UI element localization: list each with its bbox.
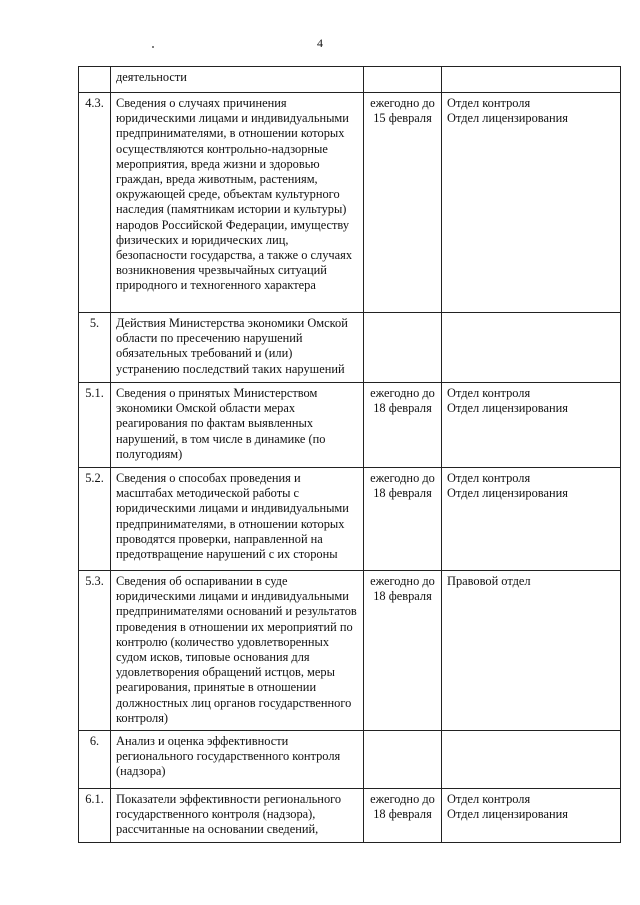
row-description: Действия Министерства экономики Омской области по пресечению нарушений обязательных требований и (или) устранению последствий таких нарушений — [111, 313, 364, 383]
responsible-department: Отдел лицензирования — [447, 807, 568, 822]
row-description: Анализ и оценка эффективности регионального государственного контроля (надзора) — [111, 731, 364, 789]
row-description: деятельности — [111, 67, 364, 93]
row-number: 5.1. — [79, 383, 111, 468]
responsible-department: Отдел лицензирования — [447, 111, 568, 126]
row-deadline: ежегодно до 15 февраля — [364, 93, 442, 313]
row-deadline: ежегодно до 18 февраля — [364, 571, 442, 731]
row-number: 6.1. — [79, 789, 111, 843]
table-row — [79, 468, 621, 571]
responsible-department: Отдел лицензирования — [447, 486, 568, 501]
responsible-department: Отдел лицензирования — [447, 401, 568, 416]
row-number: 5.2. — [79, 468, 111, 571]
row-responsible — [442, 731, 621, 789]
table-row — [79, 571, 621, 731]
responsible-department: Отдел контроля — [447, 96, 531, 110]
row-responsible — [442, 571, 621, 731]
table-row — [79, 731, 621, 789]
row-responsible — [442, 789, 621, 843]
row-number — [79, 67, 111, 93]
responsible-department: Отдел контроля — [447, 471, 531, 485]
table-row — [79, 67, 621, 93]
table-row — [79, 789, 621, 843]
row-description: Сведения об оспаривании в суде юридическими лицами и индивидуальными предпринимателями оснований и результатов проведения в отношении их мероприятий по контролю (количество удовлетворенных судом исков, типовые основания для удовлетворения обращений истцов, меры реагирования, принятые в отношении должностных лиц органов государственного контроля) — [111, 571, 364, 731]
row-deadline: ежегодно до 18 февраля — [364, 383, 442, 468]
responsible-department: Отдел контроля — [447, 386, 531, 400]
row-responsible — [442, 313, 621, 383]
table-row — [79, 93, 621, 313]
responsible-department: Отдел контроля — [447, 792, 531, 807]
table-row — [79, 313, 621, 383]
row-responsible — [442, 468, 621, 571]
document-table — [78, 66, 621, 843]
row-deadline — [364, 731, 442, 789]
responsible-department: Правовой отдел — [447, 574, 531, 588]
row-number: 5. — [79, 313, 111, 383]
scan-artifact-dot — [152, 46, 154, 48]
page-number: 4 — [317, 36, 323, 50]
row-deadline — [364, 313, 442, 383]
row-deadline: ежегодно до 18 февраля — [364, 789, 442, 843]
row-description: Показатели эффективности регионального государственного контроля (надзора), рассчитанные на основании сведений, — [111, 789, 364, 843]
row-deadline: ежегодно до 18 февраля — [364, 468, 442, 571]
row-description: Сведения о принятых Министерством экономики Омской области мерах реагирования по фактам выявленных нарушений, в том числе в динамике (по полугодиям) — [111, 383, 364, 468]
row-responsible — [442, 93, 621, 313]
row-deadline — [364, 67, 442, 93]
row-number: 6. — [79, 731, 111, 789]
row-number: 5.3. — [79, 571, 111, 731]
row-responsible — [442, 383, 621, 468]
table-row — [79, 383, 621, 468]
row-number: 4.3. — [79, 93, 111, 313]
row-description: Сведения о случаях причинения юридическими лицами и индивидуальными предпринимателями, в отношении которых осуществляются контрольно-надзорные мероприятия, вреда жизни и здоровью граждан, вреда животным, растениям, окружающей среде, объектам культурного наследия (памятникам истории и культуры) народов Российской Федерации, имуществу физических и юридических лиц, безопасности государства, а также о случаях возникновения чрезвычайных ситуаций природного и техногенного характера — [111, 93, 364, 313]
row-responsible — [442, 67, 621, 93]
row-description: Сведения о способах проведения и масштабах методической работы с юридическими лицами и индивидуальными предпринимателями, в отношении которых проводятся проверки, направленной на предотвращение нарушений с их стороны — [111, 468, 364, 571]
